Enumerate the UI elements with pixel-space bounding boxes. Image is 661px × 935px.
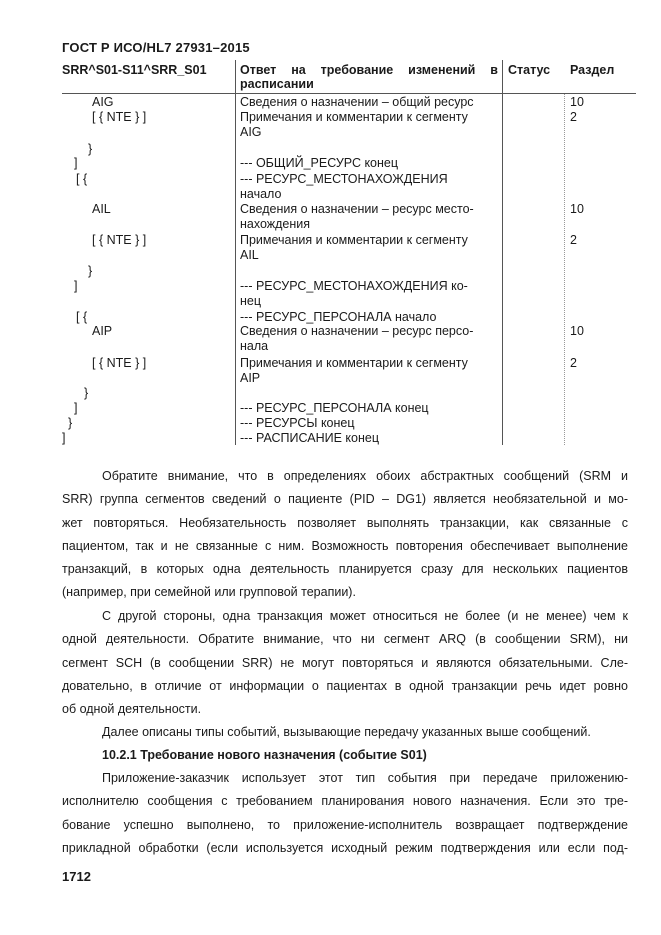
segment-cell: ] <box>74 401 78 415</box>
column-header-description: Ответ на требование изменений в расписании <box>240 63 498 91</box>
description-cell: Сведения о назначении – общий ресурс <box>240 95 474 109</box>
description-cell: --- РЕСУРС_МЕСТОНАХОЖДЕНИЯ ко- нец <box>240 279 468 308</box>
paragraph: Далее описаны типы событий, вызывающие передачу указанных выше сообщений. <box>102 725 591 739</box>
section-cell: 2 <box>570 233 577 247</box>
column-divider-3 <box>564 94 565 445</box>
paragraph: Обратите внимание, что в определениях обоих абстрактных сообщений (SRM и SRR) группа сегментов сведений о пациенте (PID – DG1) является необязательной и мо- жет повторяться. Необязательность позволяет выполнять транзакции, как связанные с пациентом, так и не связанные с ним. Возможность повторения обеспечивает выполнение транзакций, в которых одна деятельность планируется сразу для нескольких пациентов (например, при семейной или групповой терапии). <box>62 469 628 600</box>
document-header: ГОСТ Р ИСО/HL7 27931–2015 <box>62 40 250 55</box>
description-cell: Примечания и комментарии к сегменту AIP <box>240 356 468 385</box>
section-cell: 10 <box>570 202 584 216</box>
description-cell: --- РЕСУРСЫ конец <box>240 416 355 430</box>
description-cell: Примечания и комментарии к сегменту AIG <box>240 110 468 139</box>
description-cell: Примечания и комментарии к сегменту AIL <box>240 233 468 262</box>
segment-cell: AIG <box>92 95 114 109</box>
segment-cell: [ { <box>76 172 88 186</box>
segment-cell: ] <box>74 279 78 293</box>
section-cell: 2 <box>570 356 577 370</box>
segment-cell: } <box>68 416 73 430</box>
section-heading: 10.2.1 Требование нового назначения (событие S01) <box>102 748 427 762</box>
paragraph: С другой стороны, одна транзакция может относиться не более (и не менее) чем к одной деятельности. Обратите внимание, что ни сегмент ARQ (в сообщении SRM), ни сегмент SCH (в сообщении SRR) не могут повторяться и являются обязательными. Сле- довательно, в отличие от информации о пациентах в одной транзакции речь идет ровно об одной деятельности. <box>62 609 628 717</box>
section-cell: 10 <box>570 324 584 338</box>
description-cell: --- РЕСУРС_ПЕРСОНАЛА конец <box>240 401 429 415</box>
description-cell: --- РАСПИСАНИЕ конец <box>240 431 380 445</box>
page-number: 1712 <box>62 869 91 884</box>
segment-table <box>62 60 636 445</box>
header-rule <box>62 93 636 94</box>
segment-cell: } <box>88 142 93 156</box>
paragraph: Приложение-заказчик использует этот тип события при передаче приложению- исполнителю сообщения с требованием планирования нового назначения. Если это тре- бование успешно выполнено, то приложение-исполнитель возвращает подтверждение прикладной обработки (если используется исходный режим подтверждения или если под- <box>62 771 628 855</box>
section-cell: 2 <box>570 110 577 124</box>
segment-cell: } <box>88 264 93 278</box>
segment-cell: [ { <box>76 310 88 324</box>
description-cell: --- РЕСУРС_ПЕРСОНАЛА начало <box>240 310 437 324</box>
segment-cell: AIL <box>92 202 111 216</box>
description-cell: Сведения о назначении – ресурс персо- нала <box>240 324 474 353</box>
column-header-message: SRR^S01-S11^SRR_S01 <box>62 63 207 77</box>
segment-cell: [ { NTE } ] <box>92 110 147 124</box>
segment-cell: ] <box>74 156 78 170</box>
segment-cell: [ { NTE } ] <box>92 356 147 370</box>
column-header-status: Статус <box>508 63 551 77</box>
segment-cell: [ { NTE } ] <box>92 233 147 247</box>
segment-cell: ] <box>62 431 66 445</box>
column-divider-2 <box>502 60 503 445</box>
description-cell: --- РЕСУРС_МЕСТОНАХОЖДЕНИЯ начало <box>240 172 448 201</box>
segment-cell: } <box>84 386 89 400</box>
section-cell: 10 <box>570 95 584 109</box>
segment-cell: AIP <box>92 324 113 338</box>
description-cell: Сведения о назначении – ресурс место- нахождения <box>240 202 474 231</box>
description-cell: --- ОБЩИЙ_РЕСУРС конец <box>240 156 399 170</box>
column-header-section: Раздел <box>570 63 615 77</box>
column-divider-1 <box>235 60 236 445</box>
